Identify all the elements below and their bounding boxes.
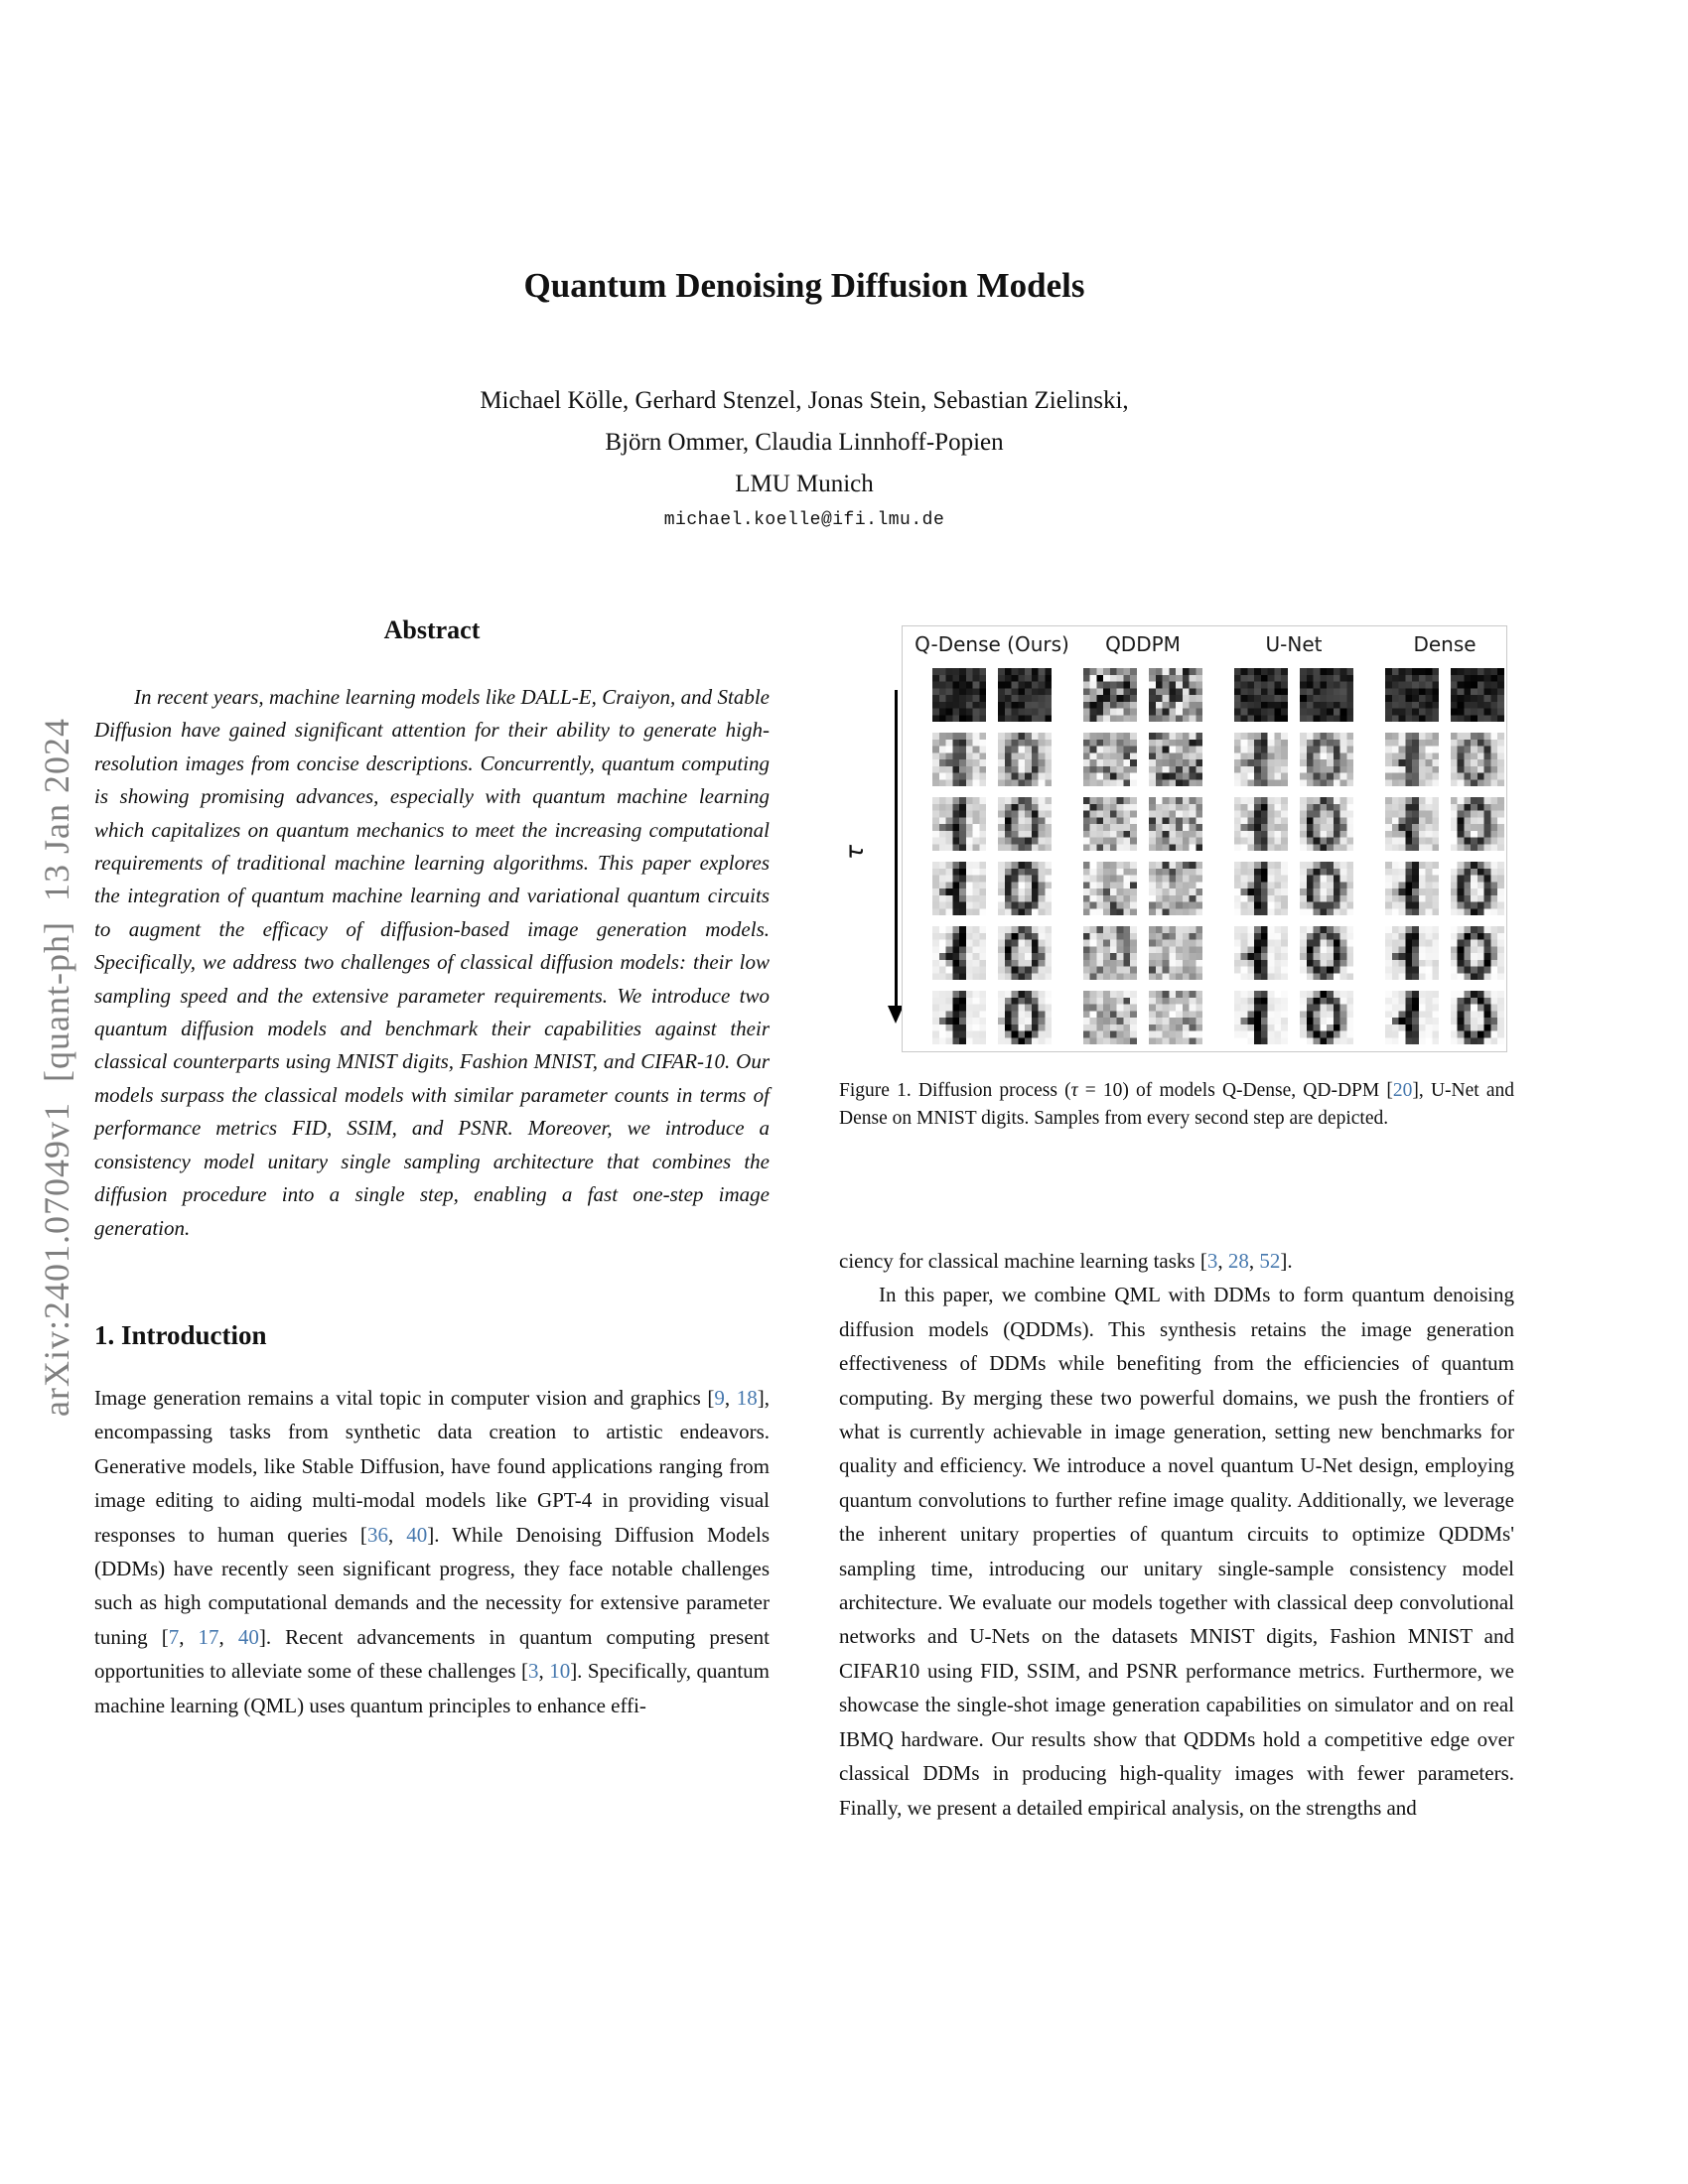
mnist-sample [1300, 797, 1353, 851]
mnist-sample [1083, 733, 1137, 786]
mnist-sample [1149, 733, 1202, 786]
figure-1 [839, 615, 1514, 1251]
mnist-sample [998, 797, 1052, 851]
figure-column-header-unet: U-Net [1265, 632, 1323, 656]
mnist-sample [1300, 668, 1353, 722]
mnist-sample [1083, 668, 1137, 722]
mnist-sample [1385, 926, 1439, 980]
section-heading-introduction: 1. Introduction [94, 1319, 267, 1350]
mnist-sample [1451, 797, 1504, 851]
mnist-sample [998, 862, 1052, 915]
mnist-sample [932, 668, 986, 722]
mnist-sample [932, 797, 986, 851]
citation-link[interactable]: 3 [1206, 1249, 1218, 1273]
citation-link[interactable]: 40 [406, 1522, 428, 1547]
mnist-sample [1300, 991, 1353, 1044]
authors-line-1: Michael Kölle, Gerhard Stenzel, Jonas Stein, Sebastian Zielinski, [480, 387, 1129, 414]
left-column [94, 615, 770, 1722]
citation-link[interactable]: 10 [549, 1659, 571, 1684]
mnist-sample [1149, 668, 1202, 722]
mnist-sample [1149, 926, 1202, 980]
mnist-sample [1149, 797, 1202, 851]
citation-link[interactable]: 3 [527, 1659, 539, 1684]
mnist-sample [1385, 668, 1439, 722]
mnist-sample [1234, 926, 1288, 980]
mnist-sample [1083, 991, 1137, 1044]
mnist-sample [1385, 733, 1439, 786]
author-email[interactable]: michael.koelle@ifi.lmu.de [663, 510, 945, 530]
mnist-sample [932, 733, 986, 786]
mnist-sample [1083, 926, 1137, 980]
mnist-sample [1083, 797, 1137, 851]
tau-axis-arrow [895, 690, 898, 1006]
mnist-sample [1300, 862, 1353, 915]
citation-link[interactable]: 7 [168, 1624, 180, 1649]
figure-column-header-qddpm: QDDPM [1105, 632, 1181, 656]
mnist-sample [1451, 862, 1504, 915]
mnist-sample [1149, 862, 1202, 915]
citation-link[interactable]: 18 [736, 1385, 758, 1410]
mnist-sample [1083, 862, 1137, 915]
tau-axis-label: τ [840, 844, 870, 861]
mnist-sample [1451, 668, 1504, 722]
mnist-sample [998, 733, 1052, 786]
mnist-sample [932, 991, 986, 1044]
right-column-text [839, 1244, 1514, 1825]
paper-title: Quantum Denoising Diffusion Models [523, 266, 1085, 305]
figure-caption: Figure 1. Diffusion process (τ = 10) of models Q-Dense, QD-DPM [20], U-Net and Dense on MNIST digits. Samples from every second step are depicted. [839, 1080, 1514, 1130]
figure-column-header-dense: Dense [1413, 632, 1477, 656]
citation-link[interactable]: 20 [1392, 1080, 1413, 1101]
abstract-text: In recent years, machine learning models like DALL-E, Craiyon, and Stable Diffusion have gained significant attention for their ability to generate high-resolution images from concise descriptions. Concurrently, quantum computing is showing promising advances, especially with quantum machine learning which capitalizes on quantum mechanics to meet the increasing computational requirements of traditional machine learning algorithms. This paper explores the integration of quantum machine learning and variational quantum circuits to augment the efficacy of diffusion-based image generation models. Specifically, we address two challenges of classical diffusion models: their low sampling speed and the extensive parameter requirements. We introduce two quantum diffusion models and benchmark their capabilities against their classical counterparts using MNIST digits, Fashion MNIST, and CIFAR-10. Our models surpass the classical models with similar parameter counts in terms of performance metrics FID, SSIM, and PSNR. Moreover, we introduce a consistency model unitary single sampling architecture that combines the diffusion procedure into a single step, enabling a fast one-step image generation. [94, 685, 770, 1240]
mnist-sample [1234, 991, 1288, 1044]
citation-link[interactable]: 52 [1259, 1249, 1281, 1273]
citation-link[interactable]: 28 [1227, 1249, 1249, 1273]
mnist-sample [1385, 991, 1439, 1044]
mnist-sample [1385, 862, 1439, 915]
citation-link[interactable]: 17 [198, 1624, 219, 1649]
mnist-sample [1234, 862, 1288, 915]
body-paragraph-2: In this paper, we combine QML with DDMs to form quantum denoising diffusion models (QDDMs). This synthesis retains the image generation effectiveness of DDMs while benefiting from the efficiencies of quantum computing. By merging these two powerful domains, we push the frontiers of what is currently achievable in image generation, setting new benchmarks for quality and efficiency. We introduce a novel quantum U-Net design, employing quantum convolutions to further refine image quality. Additionally, we leverage the inherent unitary properties of quantum circuits to optimize QDDMs' sampling time, introducing our unitary single-sample consistency model architecture. We evaluate our models together with classical deep convolutional networks and U-Nets on the datasets MNIST digits, Fashion MNIST and CIFAR10 using FID, SSIM, and PSNR performance metrics. Furthermore, we showcase the single-shot image generation capabilities on simulator and on real IBMQ hardware. Our results show that QDDMs hold a competitive edge over classical DDMs in producing high-quality images with fewer parameters. Finally, we present a detailed empirical analysis, on the strengths and [839, 1283, 1514, 1820]
citation-link[interactable]: 40 [237, 1624, 259, 1649]
mnist-sample [1300, 733, 1353, 786]
mnist-sample [932, 862, 986, 915]
mnist-sample [1385, 797, 1439, 851]
mnist-sample [932, 926, 986, 980]
mnist-sample [1451, 991, 1504, 1044]
figure-column-header-qdense: Q-Dense (Ours) [914, 632, 1069, 656]
mnist-sample [1451, 733, 1504, 786]
mnist-sample [1451, 926, 1504, 980]
mnist-sample [998, 926, 1052, 980]
mnist-sample [1149, 991, 1202, 1044]
mnist-sample [998, 991, 1052, 1044]
citation-link[interactable]: 36 [366, 1522, 388, 1547]
body-paragraph-1: ciency for classical machine learning tasks [3, 28, 52]. [839, 1249, 1293, 1273]
abstract-heading: Abstract [383, 615, 481, 644]
introduction-paragraph: Image generation remains a vital topic in computer vision and graphics [9, 18], encompassing tasks from synthetic data creation to artistic endeavors. Generative models, like Stable Diffusion, have found applications ranging from image editing to aiding multi-modal models like GPT-4 in providing visual responses to human queries [36, 40]. While Denoising Diffusion Models (DDMs) have recently seen significant progress, they face notable challenges such as high computational demands and the necessity for extensive parameter tuning [7, 17, 40]. Recent advancements in quantum computing present opportunities to alleviate some of these challenges [3, 10]. Specifically, quantum machine learning (QML) uses quantum principles to enhance effi- [94, 1385, 771, 1717]
mnist-sample [1300, 926, 1353, 980]
figure-plot-area [902, 625, 1507, 1052]
mnist-sample [1234, 733, 1288, 786]
mnist-sample [1234, 668, 1288, 722]
affiliation: LMU Munich [735, 471, 874, 497]
arxiv-sidebar-text: arXiv:2401.07049v1 [quant-ph] 13 Jan 2024 [37, 718, 76, 1417]
citation-link[interactable]: 9 [714, 1385, 725, 1410]
mnist-sample [1234, 797, 1288, 851]
authors-line-2: Björn Ommer, Claudia Linnhoff-Popien [605, 429, 1004, 456]
mnist-sample [998, 668, 1052, 722]
